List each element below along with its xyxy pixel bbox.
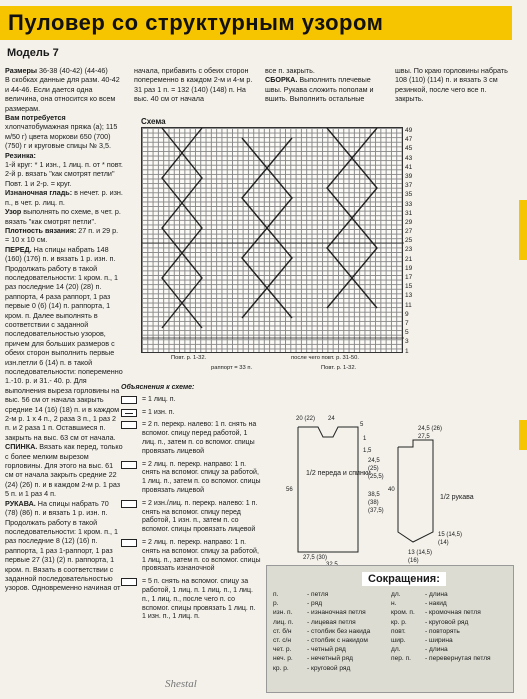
pattern-dimension: 5 <box>360 422 364 428</box>
paragraph-text: Вязать как перед, только с более мелким вырезом горловины. Для этого на выс. 61 см от начала закрыть средние 22 (24) (26) п. и в каждом 2-м р. 1 раз 5 п. и 1 раз 4 п. <box>5 442 123 499</box>
legend-symbol-icon <box>121 578 137 586</box>
row-number: 3 <box>405 338 409 346</box>
legend-item <box>121 539 261 574</box>
abbreviation-key: н. <box>391 600 397 608</box>
pattern-dimension: 27,5 (30) <box>303 555 328 561</box>
row-number: 7 <box>405 319 409 327</box>
paragraph <box>5 151 123 160</box>
legend-item <box>121 396 261 405</box>
abbreviation-value: - ширина <box>425 637 453 645</box>
chart-labels <box>141 355 421 377</box>
abbreviation-row <box>391 654 509 663</box>
paragraph-heading: Изнаночная гладь: <box>5 188 73 198</box>
row-number: 37 <box>405 182 413 190</box>
legend-symbol-icon <box>121 461 137 469</box>
abbreviation-value: - длина <box>425 591 448 598</box>
legend-symbol-icon <box>121 396 137 404</box>
legend-text: = 2 лиц. п. перекр. направо: 1 п. снять на вспомог. спицу за работой, 1 лиц. п., затем п. со вспомог. спицы провязать изнаночной <box>142 538 261 573</box>
paragraph <box>5 66 123 75</box>
abbreviation-row <box>391 645 509 654</box>
row-number: 29 <box>405 218 413 226</box>
abbreviation-key: изн. п. <box>273 609 293 617</box>
abbreviation-key: пер. п. <box>391 655 411 663</box>
abbreviation-key: ст. с/н <box>273 637 292 645</box>
chart-row-numbers <box>405 127 425 353</box>
row-number: 19 <box>405 264 413 272</box>
legend-item <box>121 461 261 496</box>
paragraph-heading: СПИНКА. <box>5 442 38 452</box>
paragraph-text: Повт. 1 и 2-р. = круг. <box>5 178 72 188</box>
chart-cable-pattern <box>142 128 404 354</box>
abbreviation-row <box>273 618 391 627</box>
row-number: 17 <box>405 274 413 281</box>
abbreviation-value: - круговой ряд <box>307 664 351 672</box>
pattern-dimension: 13 (14,5) <box>408 550 433 556</box>
abbreviation-row <box>273 627 391 636</box>
pattern-dimension: (14) <box>438 540 449 546</box>
watermark-logo: Shestal <box>165 678 197 690</box>
pattern-dimension: 56 <box>286 487 293 493</box>
paragraph-text: выполнять по схеме, в чет. р. вязать "как смотрят петли". <box>5 207 121 226</box>
paragraph <box>265 66 385 75</box>
abbreviation-key: лиц. п. <box>273 618 294 626</box>
pattern-dimension: 20 (22) <box>296 416 316 422</box>
row-number: 11 <box>405 301 412 309</box>
paragraph <box>5 442 123 498</box>
paragraph-text: в нечет. р. изн. п., в чет. р. лиц. п. <box>5 188 123 207</box>
model-number: Модель 7 <box>7 47 59 59</box>
abbreviation-row <box>391 618 509 627</box>
row-number: 27 <box>405 228 413 236</box>
abbreviation-value: - ряд <box>307 600 323 608</box>
knitting-chart-grid <box>141 127 403 353</box>
abbreviation-value: - круговой ряд <box>425 618 469 626</box>
paragraph-text: 36-38 (40-42) (44-46) <box>37 66 108 75</box>
pattern-dimension: 24,5 (26) <box>418 426 443 432</box>
paragraph-heading: Вам потребуется <box>5 113 66 123</box>
paragraph-text: 2-й р. вязать "как смотрят петли" <box>5 169 115 179</box>
paragraph-heading: Узор <box>5 207 22 217</box>
paragraph-text: швы. По краю горловины набрать 108 (110) (114) п. и вязать 3 см резинкой, после чего все п. закрыть. <box>395 66 508 104</box>
row-number: 45 <box>405 145 413 153</box>
paragraph <box>5 245 123 443</box>
row-number: 25 <box>405 237 413 245</box>
paragraph-heading: ПЕРЕД. <box>5 244 32 254</box>
abbreviation-value: - петля <box>307 591 329 598</box>
paragraph-heading: Размеры <box>5 66 38 75</box>
abbreviation-row <box>273 645 391 654</box>
pattern-dimension: (37,5) <box>368 508 384 514</box>
abbreviation-value: - перевернутая петля <box>425 655 491 663</box>
paragraph <box>5 207 123 226</box>
row-number: 43 <box>405 154 413 162</box>
garment-pattern <box>268 412 518 572</box>
abbreviation-value: - кромочная петля <box>425 609 481 617</box>
abbreviation-value: - накид <box>425 600 447 608</box>
row-number: 13 <box>405 292 413 300</box>
abbreviation-key: шир. <box>391 637 406 645</box>
abbreviation-key: неч. р. <box>273 655 293 663</box>
row-number: 9 <box>405 310 409 318</box>
abbreviation-row <box>391 627 509 636</box>
abbreviation-row <box>273 654 391 663</box>
legend-text: = 2 лиц. п. перекр. направо: 1 п. снять на вспомог. спицу за работой, 1 лиц. п., затем п. со вспомог. спицы провязать лицевой <box>142 460 261 494</box>
legend-text: = 1 изн. п. <box>142 408 175 416</box>
paragraph <box>5 160 123 169</box>
legend-text: = 1 лиц. п. <box>142 395 176 403</box>
abbreviation-row <box>273 599 391 608</box>
page-edge-tab <box>519 200 527 260</box>
abbreviations-list-right <box>391 590 509 664</box>
paragraph-text: Выполнить плечевые швы. Рукава сложить пополам и вшить. Выполнить остальные <box>265 75 374 104</box>
legend-symbol-icon <box>121 500 137 508</box>
row-number: 21 <box>405 255 413 263</box>
abbreviation-row <box>273 608 391 617</box>
row-number: 47 <box>405 136 413 144</box>
instructions-column-3 <box>265 66 385 106</box>
pattern-dimension: (25,5) <box>368 474 384 480</box>
abbreviation-value: - столбик без накида <box>307 627 371 635</box>
pattern-dimension: (38) <box>368 500 379 506</box>
abbreviation-row <box>273 664 391 673</box>
instructions-column-4 <box>395 66 513 106</box>
chart-label-repeat-2: Повт. р. 1-32. <box>321 365 357 371</box>
chart-label-after: после чего повт. р. 31-50. <box>291 355 359 361</box>
abbreviations-title: Сокращения: <box>362 572 446 586</box>
paragraph-text: 27 п. и 29 р. = 10 х 10 см. <box>5 225 119 245</box>
pattern-dimension: 38,5 <box>368 492 380 498</box>
paragraph <box>134 66 254 104</box>
abbreviation-key: р. <box>273 600 279 608</box>
legend-symbol-icon <box>121 539 137 547</box>
abbreviation-value: - столбик с накидом <box>307 637 368 645</box>
abbreviations-list-left <box>273 590 391 673</box>
chart-legend <box>121 384 261 626</box>
abbreviation-value: - лицевая петля <box>307 618 356 626</box>
legend-item <box>121 409 261 418</box>
pattern-dimension: (16) <box>408 558 419 564</box>
abbreviation-key: п. <box>273 591 279 598</box>
row-number: 31 <box>405 209 413 217</box>
abbreviation-value: - изнаночная петля <box>307 609 366 617</box>
front-label: 1/2 переда и спинки <box>306 470 371 477</box>
abbreviation-value: - четный ряд <box>307 646 346 654</box>
legend-symbol-icon <box>121 409 137 417</box>
paragraph <box>5 113 123 151</box>
abbreviation-value: - длина <box>425 646 448 654</box>
paragraph-heading: Плотность вязания: <box>5 225 77 235</box>
instructions-column-2 <box>134 66 254 106</box>
pattern-dimension: 1 <box>363 436 367 442</box>
legend-symbol-icon <box>121 421 137 429</box>
row-number: 1 <box>405 347 409 355</box>
legend-text: = 2 п. перекр. налево: 1 п. снять на вспомог. спицу перед работой, 1 лиц. п., затем п. со вспомог. спицы провязать лицевой <box>142 421 257 455</box>
paragraph-text: начала, прибавить с обеих сторон попеременно в каждом 2-м и 4-м р. 31 раз 1 п. = 132 (140) (148) п. На выс. 40 см от начала <box>134 66 253 104</box>
row-number: 23 <box>405 246 413 254</box>
abbreviation-row <box>391 599 509 608</box>
paragraph <box>395 66 513 104</box>
paragraph-text: На спицы набрать 70 (78) (86) п. и вязать 1 р. изн. п. Продолжать работу в такой последовательности: 1 кром. п., 1 раз последние 8 (12) (16) п. раппорта, 1 раз 1-раппорт, 1 раз первые 27 (31) (2) п. раппорта, 1 кром. п. Вязать в соответствии с заданной последовательностью узоров. Одновременно начиная от <box>5 498 121 593</box>
row-number: 39 <box>405 172 413 180</box>
abbreviations-box <box>266 565 514 693</box>
abbreviation-key: кр. р. <box>391 618 407 626</box>
abbreviation-key: ст. б/н <box>273 627 292 635</box>
row-number: 41 <box>405 163 413 171</box>
abbreviation-key: кр. р. <box>273 664 289 672</box>
abbreviation-row <box>391 636 509 645</box>
paragraph-text: 1-й круг: * 1 изн., 1 лиц. п. от * повт. <box>5 160 123 170</box>
paragraph <box>5 169 123 178</box>
abbreviation-value: - нечетный ряд <box>307 655 353 663</box>
pattern-dimension: 24,5 <box>368 458 380 464</box>
paragraph-heading: РУКАВА. <box>5 498 36 508</box>
legend-item <box>121 578 261 622</box>
pattern-dimension: 1,5 <box>363 448 372 454</box>
paragraph-text: На спицы набрать 148 (160) (176) п. и вязать 1 р. изн. п. Продолжать работу в такой последовательности: 1 кром. п., 1 раз последние 14 (20) (28) п. раппорта, 4 раза раппорт, 1 раз первые 0 (6) (14) п. раппорта, 1 кром. п. Далее выполнять в соответствии с заданной последовательностью узоров, причем для больших размеров с обеих сторон выполнить первые изн.петли 6 (14) п. в такой последовательности: попеременно 1.-10. р. и 31.- 40. р. Для выполнения выреза горловины на выс. 56 см от начала закрыть средние 14 (16) (18) п. и в каждом 2-м р. 1 х 4 п., 2 раза 3 п., 1 раз 2 п. и 2 раза 1 п. Оставшиеся п. закрыть на выс. 63 см от начала. <box>5 244 123 442</box>
paragraph-heading: Резинка: <box>5 150 36 160</box>
paragraph-text: все п. закрыть. <box>265 66 315 75</box>
abbreviation-key: повт. <box>391 627 406 635</box>
paragraph <box>5 179 123 188</box>
row-number: 33 <box>405 200 413 208</box>
legend-text: = 5 п. снять на вспомог. спицу за работой, 1 лиц. п. 1 лиц. п., 1 лиц. п., 1 лиц. п., после чего п. со вспомог. спицы провязать 1 лиц. п. 1 изн. п., 1 лиц. п. <box>142 578 256 621</box>
schema-title: Схема <box>141 117 166 126</box>
paragraph-heading: СБОРКА. <box>265 75 298 85</box>
abbreviation-row <box>391 590 509 599</box>
abbreviation-row <box>273 590 391 599</box>
paragraph-text: хлопчатобумажная пряжа (a); 115 м/50 г) цвета моркови 650 (700) (750) г и круговые спицы № 3,5. <box>5 122 118 151</box>
title-banner <box>0 6 512 40</box>
sleeve-label: 1/2 рукава <box>440 494 474 501</box>
row-number: 5 <box>405 329 409 337</box>
paragraph <box>5 188 123 207</box>
row-number: 49 <box>405 127 413 134</box>
legend-item <box>121 421 261 456</box>
page-title: Пуловер со структурным узором <box>8 10 384 35</box>
abbreviation-row <box>391 608 509 617</box>
legend-title: Объяснения к схеме: <box>121 384 195 391</box>
paragraph <box>5 226 123 245</box>
chart-label-repeat: Повт. р. 1-32. <box>171 355 207 361</box>
legend-text: = 2 изн./лиц. п. перекр. налево: 1 п. снять на вспомог. спицу перед работой, 1 изн. п., затем п. со вспомог. спицы провязать лицевой <box>142 499 258 534</box>
row-number: 35 <box>405 191 413 199</box>
paragraph <box>265 75 385 103</box>
pattern-dimension: (25) <box>368 466 379 472</box>
legend-item <box>121 500 261 535</box>
abbreviation-key: дл. <box>391 591 401 598</box>
abbreviation-key: дл. <box>391 646 401 654</box>
abbreviation-key: чет. р. <box>273 646 292 654</box>
chart-label-rapport: раппорт = 33 п. <box>211 365 253 371</box>
paragraph-text: В скобках данные для разм. 40-42 и 44-46. Если дается одна величина, она относится ко всем размерам. <box>5 75 120 113</box>
page-edge-tab <box>519 420 527 450</box>
abbreviation-value: - повторять <box>425 627 460 635</box>
row-number: 15 <box>405 283 413 291</box>
abbreviation-row <box>273 636 391 645</box>
pattern-dimension: 27,5 <box>418 434 430 440</box>
paragraph <box>5 499 123 593</box>
abbreviation-key: кром. п. <box>391 609 415 617</box>
pattern-dimension: 24 <box>328 416 335 422</box>
paragraph <box>5 75 123 113</box>
pattern-dimension: 15 (14,5) <box>438 532 463 538</box>
instructions-column-1 <box>5 66 123 691</box>
pattern-dimension: 40 <box>388 487 395 493</box>
